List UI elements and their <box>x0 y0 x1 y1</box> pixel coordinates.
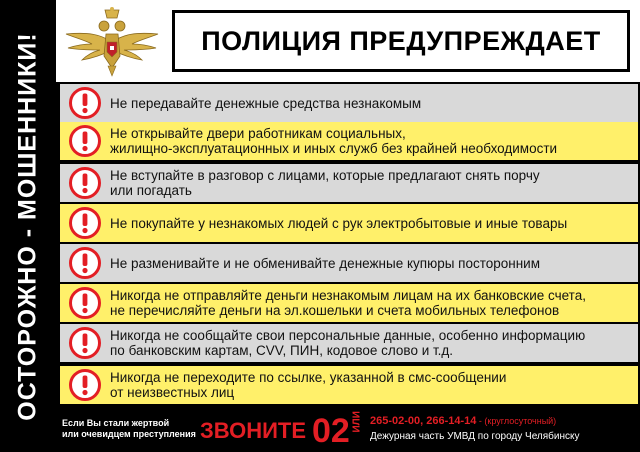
exclamation-circle-icon <box>68 368 102 402</box>
emergency-number: 02 <box>312 412 350 450</box>
exclamation-circle-icon <box>68 286 102 320</box>
warning-text: Не разменивайте и не обменивайте денежные купюры посторонним <box>110 255 541 271</box>
side-band <box>0 0 56 452</box>
footer <box>56 410 640 452</box>
exclamation-circle-icon <box>68 206 102 240</box>
warning-row <box>60 122 638 160</box>
exclamation-circle-icon <box>68 86 102 120</box>
duty-text: Дежурная часть УМВД по городу Челябинску <box>370 431 580 442</box>
warning-text: Никогда не переходите по ссылке, указанной в смс-сообщении от неизвестных лиц <box>110 370 507 400</box>
warning-text: Не вступайте в разговор с лицами, которые предлагают снять порчу или погадать <box>110 168 540 198</box>
or-text: ИЛИ <box>351 411 363 433</box>
warning-row <box>60 244 638 282</box>
warning-row <box>60 366 638 404</box>
exclamation-circle-icon <box>68 326 102 360</box>
warning-text: Не покупайте у незнакомых людей с рук электробытовые и иные товары <box>110 215 568 231</box>
warning-text: Не открывайте двери работникам социальных, жилищно-эксплуатационных и иных служб без крайней необходимости <box>110 126 558 156</box>
side-warning-text: ОСТОРОЖНО - МОШЕННИКИ! <box>13 31 42 421</box>
call-text: ЗВОНИТЕ <box>200 418 307 443</box>
double-headed-eagle-emblem-icon <box>62 4 162 78</box>
warning-row <box>60 284 638 322</box>
warning-row <box>60 204 638 242</box>
warning-row <box>60 84 638 122</box>
warning-text: Не передавайте денежные средства незнакомым <box>110 95 422 111</box>
victim-text: Если Вы стали жертвой или очевидцем преступления <box>62 418 196 439</box>
exclamation-circle-icon <box>68 246 102 280</box>
warning-row <box>60 164 638 202</box>
phones-note: - (круглосуточный) <box>476 416 557 426</box>
warning-text: Никогда не отправляйте деньги незнакомым лицам на их банковские счета, не перечисляйте деньги на эл.кошельки и счета мобильных телефонов <box>110 288 586 318</box>
phones-value: 265-02-00, 266-14-14 <box>370 415 477 427</box>
header <box>56 0 640 82</box>
headline: ПОЛИЦИЯ ПРЕДУПРЕЖДАЕТ <box>172 10 630 72</box>
exclamation-circle-icon <box>68 166 102 200</box>
exclamation-circle-icon <box>68 124 102 158</box>
warning-row <box>60 324 638 362</box>
phone-numbers <box>370 415 556 427</box>
warning-text: Никогда не сообщайте свои персональные данные, особенно информацию по банковским картам, CVV, ПИН, кодовое слово и т.д. <box>110 328 586 358</box>
